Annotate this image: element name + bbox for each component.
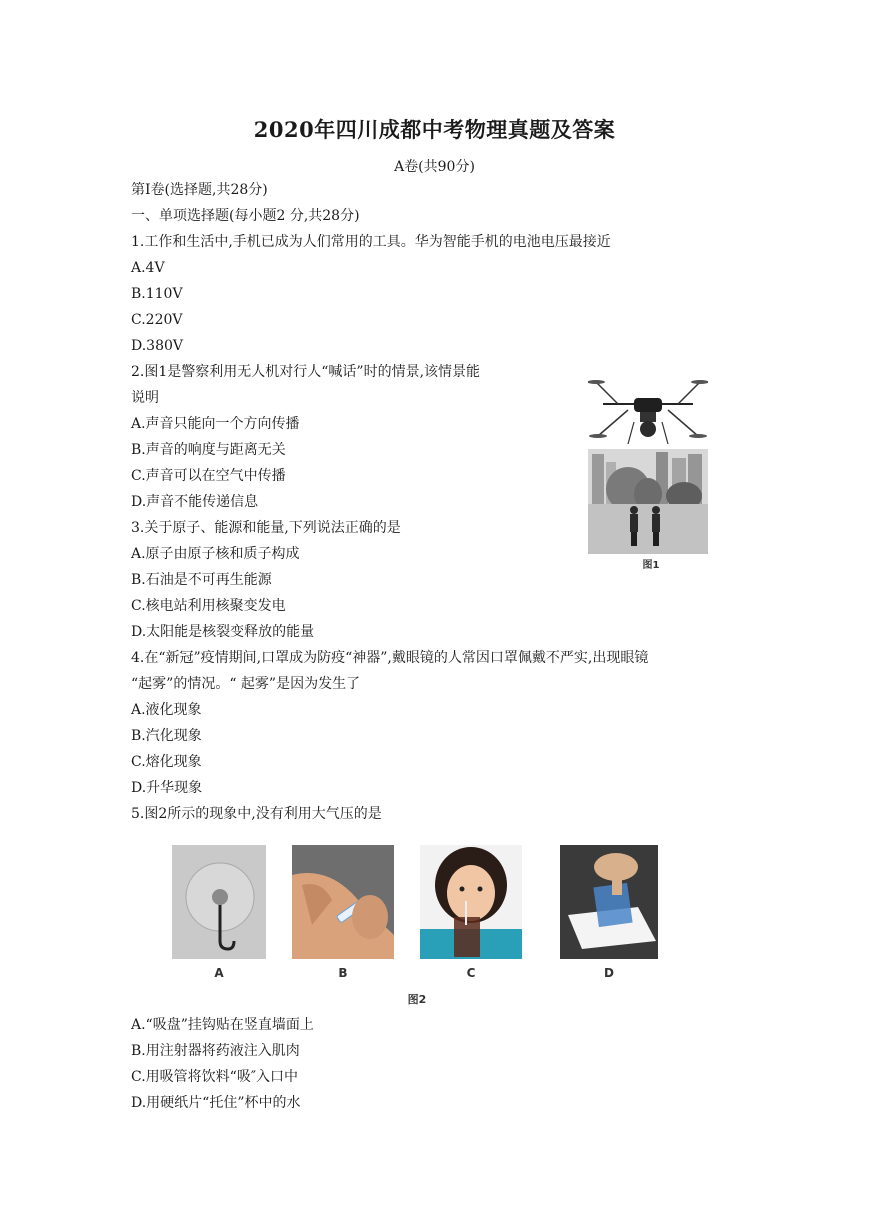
question-3-option-a: A.原子由原子核和质子构成 [131,546,300,562]
figure-2-photos [172,845,662,1010]
photo-d-card-water [560,845,658,959]
question-5-option-b: B.用注射器将药液注入肌肉 [131,1043,300,1059]
question-1-option-c: C.220V [131,312,183,328]
photo-b-injection [292,845,394,959]
photo-a-label: A [214,966,224,980]
question-4-option-b: B.汽化现象 [131,728,202,744]
question-2-stem-line1: 2.图1是警察利用无人机对行人“喊话”时的情景,该情景能 [131,364,481,380]
question-1-stem: 1.工作和生活中,手机已成为人们常用的工具。华为智能手机的电池电压最接近 [131,234,611,250]
question-4-stem-line1: 4.在“新冠”疫情期间,口罩成为防疫“神器”,戴眼镜的人常因口罩佩戴不严实,出现眼镜 [131,650,649,666]
question-3-stem: 3.关于原子、能源和能量,下列说法正确的是 [131,520,401,536]
drone-police-image [588,374,708,554]
page-subtitle: A卷(共90分) [394,159,475,175]
question-3-option-c: C.核电站利用核聚变发电 [131,598,286,614]
question-2-option-c: C.声音可以在空气中传播 [131,468,286,484]
figure-1-caption: 图1 [642,560,660,571]
question-2-option-d: D.声音不能传递信息 [131,494,259,510]
question-4-stem-line2: “起雾”的情况。“ 起雾”是因为发生了 [131,676,361,692]
photo-c-straw-drink [420,845,522,959]
photo-b-label: B [338,966,348,980]
part-heading: 一、单项选择题(每小题2 分,共28分) [131,208,360,224]
question-2-option-b: B.声音的响度与距离无关 [131,442,286,458]
question-5-option-a: A.“吸盘”挂钩贴在竖直墙面上 [131,1017,314,1033]
question-5-option-d: D.用硬纸片“托住”杯中的水 [131,1095,301,1111]
section-heading: 第Ⅰ卷(选择题,共28分) [131,182,268,198]
figure-1-drone-photo [588,374,708,571]
question-3-option-b: B.石油是不可再生能源 [131,572,272,588]
photo-d-label: D [604,966,614,980]
question-2-stem-line2: 说明 [131,390,159,406]
page-title: 2020年四川成都中考物理真题及答案 [253,117,616,142]
question-3-option-d: D.太阳能是核裂变释放的能量 [131,624,315,640]
question-1-option-a: A.4V [131,260,165,276]
question-5-option-c: C.用吸管将饮料“吸″入口中 [131,1069,299,1085]
question-4-option-d: D.升华现象 [131,780,203,796]
photo-c-label: C [466,966,476,980]
question-4-option-a: A.液化现象 [131,702,202,718]
figure-2-caption: 图2 [407,993,427,1006]
question-4-option-c: C.熔化现象 [131,754,202,770]
photo-a-suction-hook [172,845,266,959]
question-1-option-d: D.380V [131,338,184,354]
question-1-option-b: B.110V [131,286,183,302]
question-5-stem: 5.图2所示的现象中,没有利用大气压的是 [131,806,382,822]
question-2-option-a: A.声音只能向一个方向传播 [131,416,300,432]
